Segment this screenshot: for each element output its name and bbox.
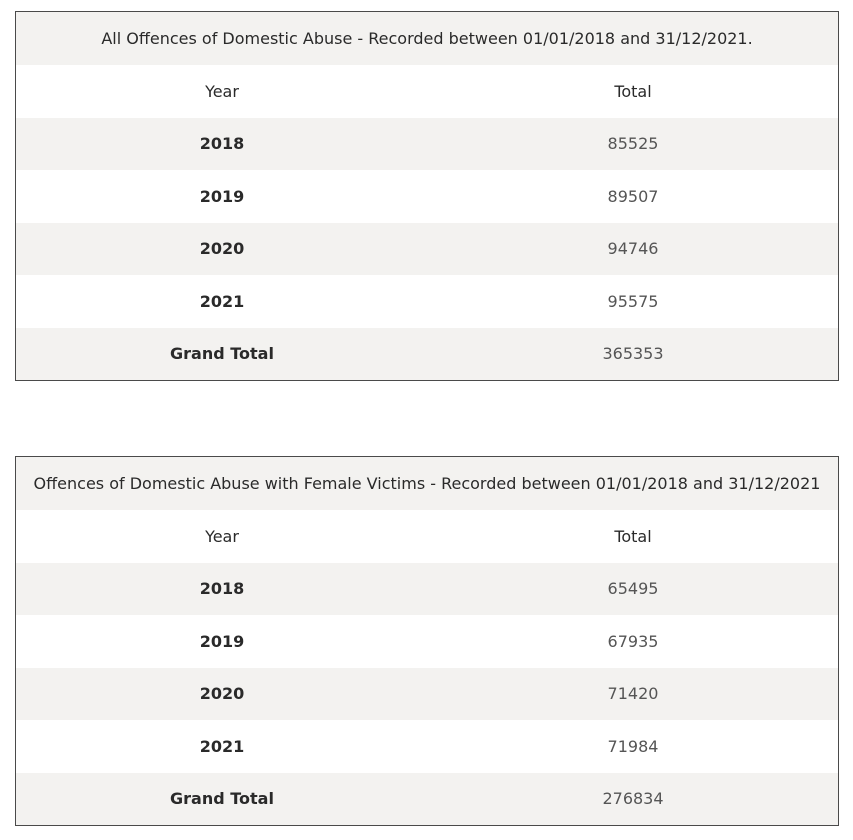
table-row — [16, 118, 838, 171]
grand-total-label: Grand Total — [170, 789, 274, 809]
table-row — [16, 668, 838, 721]
year-cell: 2019 — [199, 186, 245, 206]
grand-total-row — [16, 328, 838, 381]
grand-total-value: 276834 — [602, 789, 664, 809]
year-cell: 2020 — [199, 684, 245, 704]
table-header-row — [16, 510, 838, 563]
total-cell: 65495 — [607, 579, 659, 599]
column-header-year: Year — [205, 526, 239, 546]
table-caption: All Offences of Domestic Abuse - Recorded between 01/01/2018 and 31/12/2021. — [16, 12, 838, 65]
year-cell: 2018 — [199, 579, 245, 599]
grand-total-row — [16, 773, 838, 826]
total-cell: 95575 — [607, 291, 659, 311]
year-cell: 2019 — [199, 631, 245, 651]
all-offences-table — [15, 11, 839, 381]
grand-total-label: Grand Total — [170, 344, 274, 364]
year-cell: 2018 — [199, 134, 245, 154]
total-cell: 71420 — [607, 684, 659, 704]
year-cell: 2021 — [199, 291, 245, 311]
total-cell: 94746 — [607, 239, 659, 259]
table-row — [16, 170, 838, 223]
table-row — [16, 223, 838, 276]
column-header-total: Total — [614, 81, 652, 101]
year-cell: 2021 — [199, 736, 245, 756]
total-cell: 67935 — [607, 631, 659, 651]
table-row — [16, 275, 838, 328]
column-header-total: Total — [614, 526, 652, 546]
table-header-row — [16, 65, 838, 118]
total-cell: 85525 — [607, 134, 659, 154]
year-cell: 2020 — [199, 239, 245, 259]
table-row — [16, 563, 838, 616]
grand-total-value: 365353 — [602, 344, 664, 364]
column-header-year: Year — [205, 81, 239, 101]
female-victims-table — [15, 456, 839, 826]
table-row — [16, 615, 838, 668]
total-cell: 89507 — [607, 186, 659, 206]
table-caption: Offences of Domestic Abuse with Female Victims - Recorded between 01/01/2018 and 31/12/2021 — [16, 457, 838, 510]
table-row — [16, 720, 838, 773]
total-cell: 71984 — [607, 736, 659, 756]
